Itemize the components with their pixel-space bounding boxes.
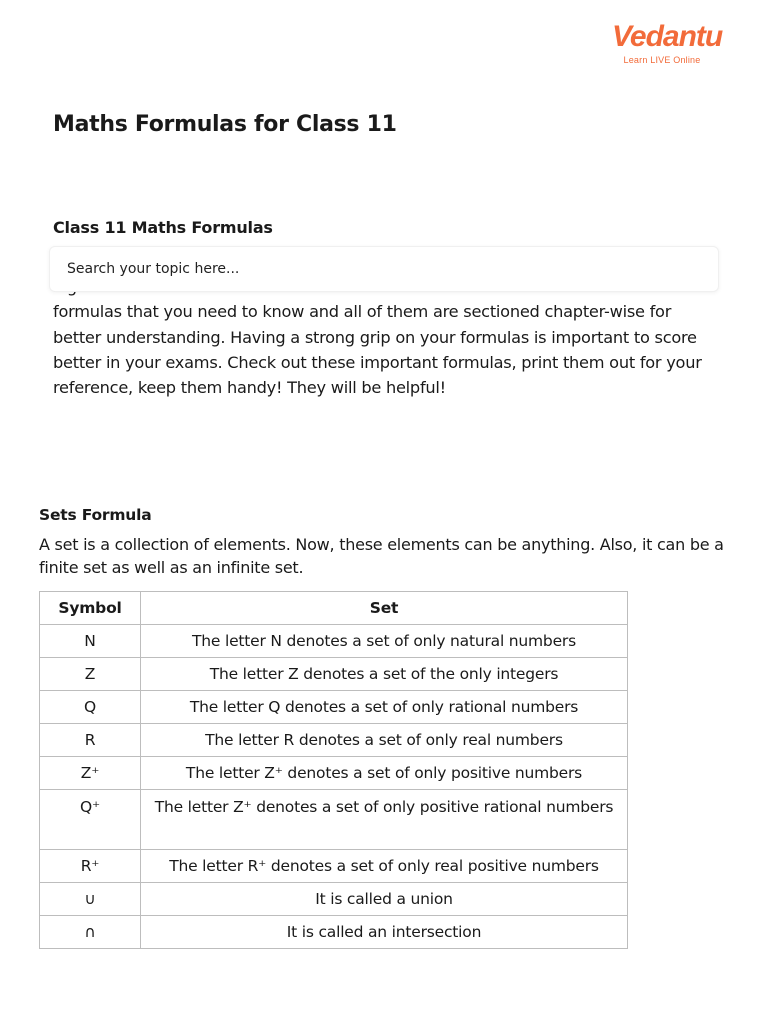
table-row xyxy=(40,850,628,883)
table-row xyxy=(40,724,628,757)
sets-description: A set is a collection of elements. Now, these elements can be anything. Also, it can be a finite set as well as an infinite set. xyxy=(39,535,724,577)
table-row xyxy=(40,883,628,916)
set-cell: The letter R denotes a set of only real numbers xyxy=(141,724,628,757)
set-cell: It is called a union xyxy=(141,883,628,916)
symbol-cell: Q⁺ xyxy=(40,790,141,850)
table-header-row xyxy=(40,592,628,625)
table-row xyxy=(40,625,628,658)
table-row xyxy=(40,790,628,850)
logo-wordmark: Vedantu xyxy=(612,20,723,53)
table-row xyxy=(40,691,628,724)
header-set: Set xyxy=(141,592,628,625)
search-input[interactable] xyxy=(65,260,689,278)
search-bar[interactable] xyxy=(49,246,719,292)
intro-paragraph-container xyxy=(53,284,713,414)
vedantu-logo[interactable] xyxy=(612,20,723,65)
table-row xyxy=(40,916,628,949)
set-cell: The letter R⁺ denotes a set of only real positive numbers xyxy=(141,850,628,883)
set-cell: The letter Z denotes a set of the only integers xyxy=(141,658,628,691)
symbol-cell: Q xyxy=(40,691,141,724)
set-cell: The letter N denotes a set of only natural numbers xyxy=(141,625,628,658)
header-symbol: Symbol xyxy=(40,592,141,625)
symbol-cell: Z xyxy=(40,658,141,691)
symbol-cell: N xyxy=(40,625,141,658)
table-row xyxy=(40,757,628,790)
symbol-cell: Z⁺ xyxy=(40,757,141,790)
table-row xyxy=(40,658,628,691)
logo-tagline: Learn LIVE Online xyxy=(623,55,701,65)
set-cell: The letter Q denotes a set of only rational numbers xyxy=(141,691,628,724)
symbol-cell: R⁺ xyxy=(40,850,141,883)
section-title: Class 11 Maths Formulas xyxy=(53,218,273,237)
intro-paragraph: formulas that you need to know and all of them are sectioned chapter-wise for better understanding. Having a strong grip on your formulas is important to score better in your exams. Check out these important formulas, print them out for your reference, keep them handy! They will be helpful! xyxy=(53,302,702,398)
symbol-cell: R xyxy=(40,724,141,757)
sets-table xyxy=(39,591,628,949)
set-cell: The letter Z⁺ denotes a set of only positive rational numbers xyxy=(141,790,628,850)
symbol-cell: ∪ xyxy=(40,883,141,916)
sets-formula-heading: Sets Formula xyxy=(39,506,152,524)
symbol-cell: ∩ xyxy=(40,916,141,949)
set-cell: It is called an intersection xyxy=(141,916,628,949)
page-title: Maths Formulas for Class 11 xyxy=(53,112,397,137)
set-cell: The letter Z⁺ denotes a set of only positive numbers xyxy=(141,757,628,790)
